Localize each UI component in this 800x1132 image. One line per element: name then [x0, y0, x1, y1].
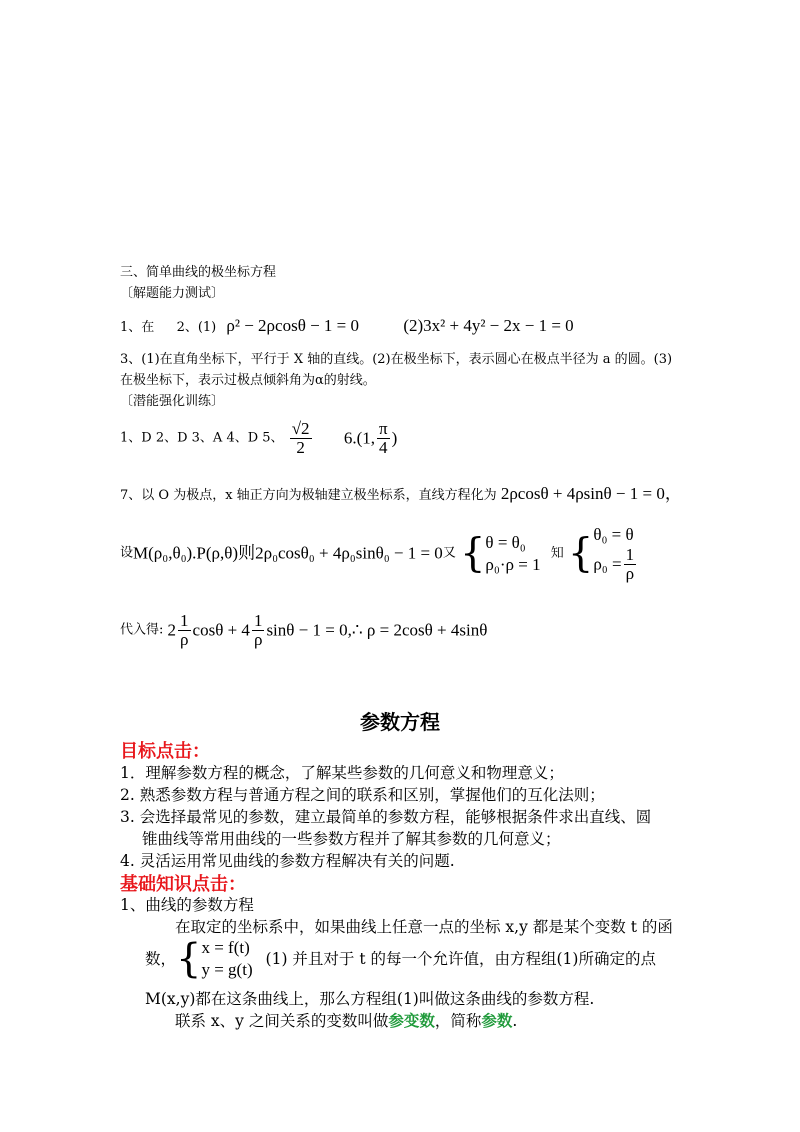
parametric-y: y = g(t)	[201, 960, 253, 979]
q1-prefix: 1、在	[120, 320, 155, 335]
term-parameter: 参数	[481, 1011, 513, 1030]
parametric-x: x = f(t)	[201, 938, 250, 957]
q7-system-2	[593, 524, 638, 583]
answer-5-numerator: √2	[291, 419, 310, 438]
q2-prefix: 2、(1)	[176, 320, 217, 335]
goal-2: 2. 熟悉参数方程与普通方程之间的联系和区别，掌握他们的互化法则；	[120, 786, 605, 804]
answer-line-choices	[120, 420, 397, 457]
goal-1: 1．理解参数方程的概念，了解某些参数的几何意义和物理意义；	[120, 764, 564, 782]
answer-5-denominator: 2	[296, 438, 305, 457]
answer-6-close: )	[391, 428, 398, 448]
definition-line-4a: 联系 x、y 之间关系的变数叫做	[175, 1012, 389, 1030]
q7-text: 7、以 O 为极点，x 轴正方向为极轴建立极坐标系，直线方程化为	[120, 488, 497, 503]
q7-set-equation: M(ρ₀,θ₀).P(ρ,θ)则2ρ₀cosθ₀ + 4ρ₀sinθ₀ − 1 = 0	[133, 543, 443, 563]
q7-system-1-row-2: ρ₀·ρ = 1	[485, 554, 541, 574]
q7-equation: 2ρcosθ + 4ρsinθ − 1 = 0，	[500, 484, 682, 503]
q7-system-2-denominator: ρ	[625, 564, 635, 583]
definition-line-4c: .	[512, 1012, 518, 1030]
answer-line-7-setup	[120, 524, 638, 583]
basics-heading: 基础知识点击：	[120, 874, 246, 895]
q7-sub-tail: cosθ + 4	[192, 620, 250, 640]
goal-4: 4. 灵活运用常见曲线的参数方程解决有关的问题.	[120, 852, 455, 870]
answer-5-fraction	[290, 420, 312, 457]
q7-set-prefix: 设	[120, 545, 134, 561]
goal-3: 3. 会选择最常见的参数，建立最简单的参数方程，能够根据条件求出直线、圆	[120, 808, 652, 826]
q2-equation-1: ρ² − 2ρcosθ − 1 = 0	[226, 316, 360, 335]
q7-know: 知	[550, 545, 564, 561]
definition-prefix: 数，	[145, 950, 177, 968]
answer-6-fraction	[377, 420, 390, 457]
definition-line-2	[145, 937, 656, 981]
q7-system-2-row-2	[593, 546, 638, 583]
definition-line-4b: ，简称	[434, 1012, 482, 1030]
q7-sub-tail-2: sinθ − 1 = 0,∴ ρ = 2cosθ + 4sinθ	[266, 620, 488, 640]
answer-line-3a: 3、(1)在直角坐标下，平行于 X 轴的直线。(2)在极坐标下，表示圆心在极点半径为 a 的圆。(3)	[120, 352, 673, 367]
q7-system-2-numerator: 1	[625, 545, 635, 564]
q7-system-2-row-1: θ₀ = θ	[593, 525, 634, 544]
definition-line-4	[175, 1010, 517, 1032]
answer-line-7-substitute: 代入得: 2 $\frac{1}{\rho}$ cosθ + 4 $\frac{1}{\rho}$ sinθ − 1 = 0,∴ ρ = 2cosθ + 4sinθ	[120, 611, 488, 649]
left-brace-2: {	[567, 530, 594, 577]
answer-line-7	[120, 484, 682, 506]
choices-prefix: 1、D 2、D 3、A 4、D 5、	[120, 430, 284, 446]
answer-6-denominator: 4	[379, 438, 388, 457]
q7-system-1	[485, 532, 540, 576]
sub-heading-ability-test: 〔解题能力测试〕	[120, 286, 225, 301]
definition-line-1: 在取定的坐标系中，如果曲线上任意一点的坐标 x,y 都是某个变数 t 的函	[175, 918, 673, 936]
q7-sub-fraction-2: $\frac{1}{\rho}$	[253, 611, 263, 649]
goal-3-cont: 锥曲线等常用曲线的一些参数方程并了解其参数的几何意义；	[142, 830, 561, 848]
answer-line-1-2	[120, 316, 574, 338]
q2-equation-2: (2)3x² + 4y² − 2x − 1 = 0	[403, 316, 574, 335]
goals-heading: 目标点击：	[120, 741, 210, 762]
sub-heading-training: 〔潜能强化训练〕	[120, 394, 225, 409]
answer-6-prefix: 6.(1,	[343, 428, 375, 448]
section-heading-polar: 三、简单曲线的极坐标方程	[120, 265, 277, 280]
q7-system-2-fraction	[624, 546, 637, 583]
term-parameter-variable: 参变数	[388, 1011, 435, 1030]
parametric-system	[201, 937, 252, 981]
answer-6-numerator: π	[378, 419, 388, 438]
q7-sub-fraction-1: $\frac{1}{\rho}$	[180, 611, 189, 649]
left-brace-3: {	[176, 936, 202, 982]
q7-sub-prefix: 代入得:	[120, 622, 164, 638]
definition-line-3: M(x,y)都在这条曲线上，那么方程组(1)叫做这条曲线的参数方程.	[145, 990, 595, 1008]
q7-system-2-row-2-left: ρ₀ =	[593, 554, 622, 574]
q7-system-1-row-1: θ = θ₀	[485, 532, 526, 552]
page-title: 参数方程	[360, 710, 440, 734]
left-brace-1: {	[459, 530, 486, 577]
basics-item-1: 1、曲线的参数方程	[120, 896, 254, 914]
answer-line-3b: 在极坐标下，表示过极点倾斜角为α的射线。	[120, 373, 376, 388]
q7-also: 又	[442, 545, 456, 561]
definition-mid: (1) 并且对于 t 的每一个允许值，由方程组(1)所确定的点	[265, 950, 656, 968]
